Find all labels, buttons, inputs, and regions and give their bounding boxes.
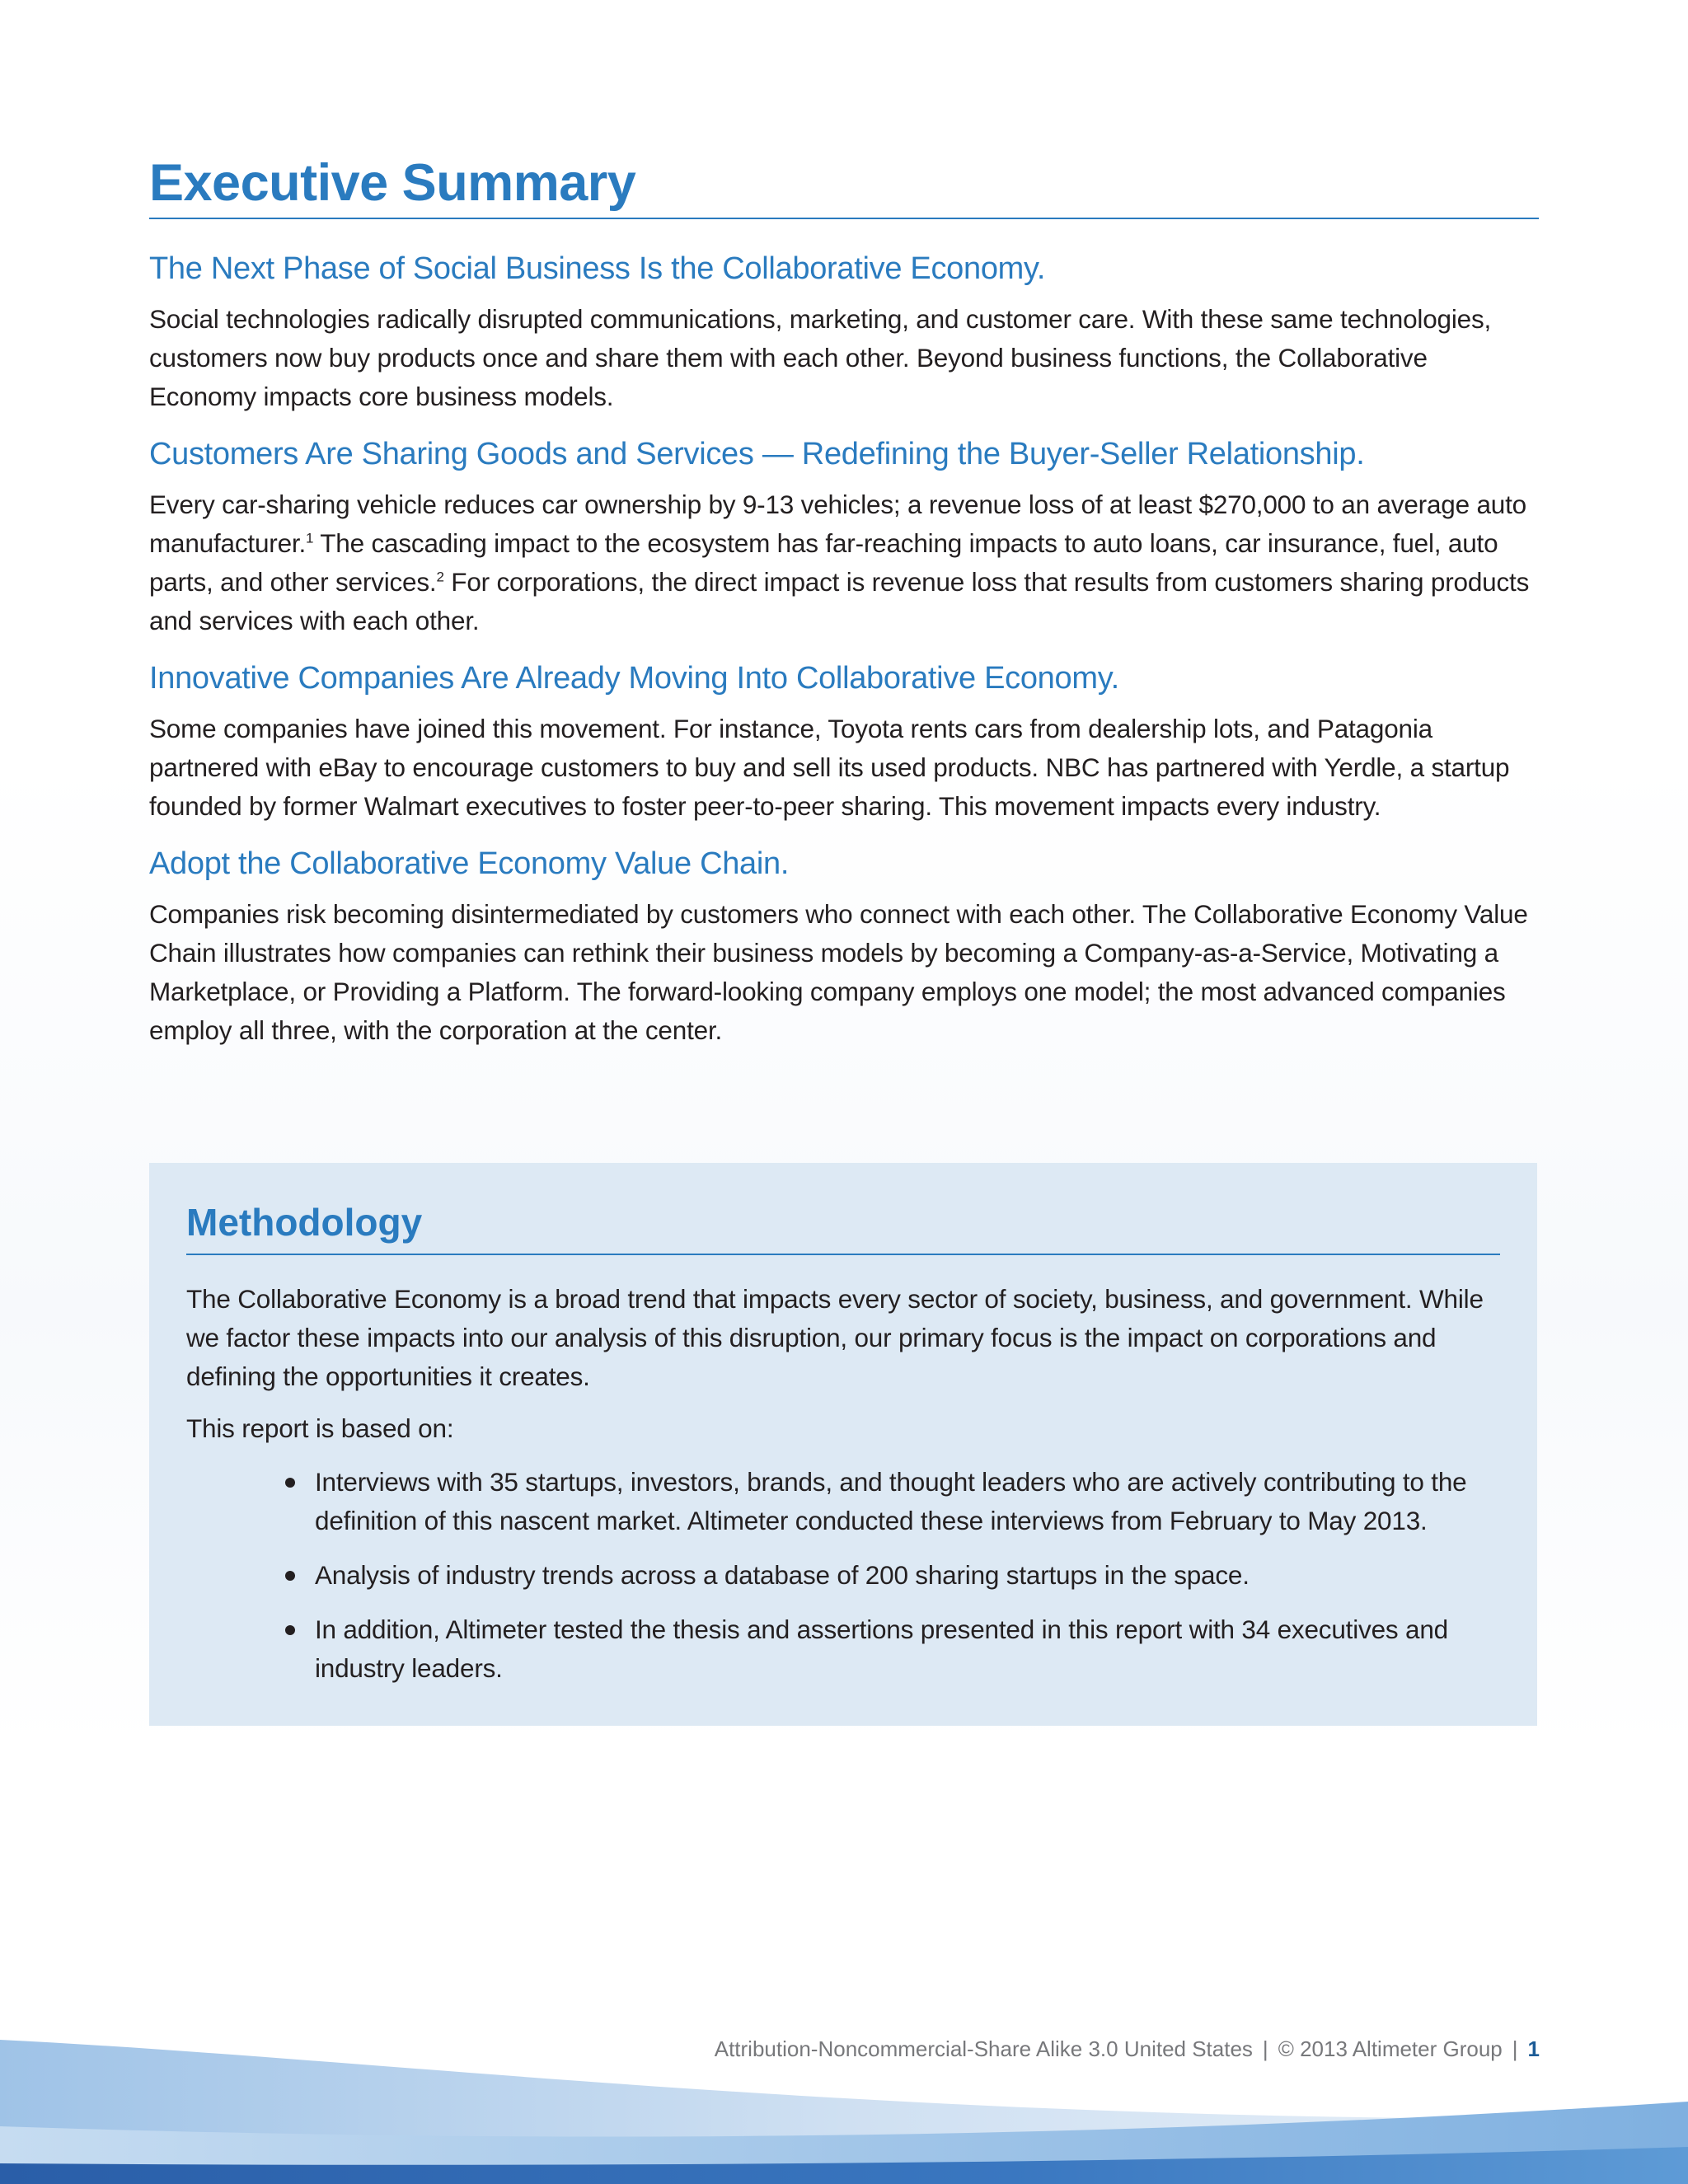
list-item xyxy=(285,1556,1500,1595)
copyright-text: © 2013 Altimeter Group xyxy=(1278,2036,1503,2061)
list-item-text: In addition, Altimeter tested the thesis and assertions presented in this report with 34 executives and industry leaders. xyxy=(315,1615,1448,1683)
body-text-part: The cascading impact to the ecosystem has far-reaching impacts to auto loans, car insurance, fuel, auto parts, and other services. xyxy=(149,528,1498,597)
methodology-bullet-list xyxy=(186,1463,1500,1688)
methodology-content xyxy=(186,1197,1500,1704)
methodology-paragraph: The Collaborative Economy is a broad trend that impacts every sector of society, business, and government. While we factor these impacts into our analysis of this disruption, our primary focus is the impact on corporations and defining the opportunities it creates. xyxy=(186,1284,1484,1391)
executive-summary xyxy=(149,148,1539,1050)
footnote-ref-2: 2 xyxy=(436,569,444,585)
list-item xyxy=(285,1463,1500,1540)
list-item-text: Analysis of industry trends across a database of 200 sharing startups in the space. xyxy=(315,1560,1250,1590)
section-heading-customers-sharing: Customers Are Sharing Goods and Services — Redefining the Buyer-Seller Relationship. xyxy=(149,437,1365,471)
license-text: Attribution-Noncommercial-Share Alike 3.0 United States xyxy=(714,2036,1253,2061)
page-footer xyxy=(715,2032,1540,2065)
section-heading-value-chain: Adopt the Collaborative Economy Value Chain. xyxy=(149,846,790,881)
page-title: Executive Summary xyxy=(149,154,636,212)
methodology-title: Methodology xyxy=(186,1201,423,1244)
footer-separator: | xyxy=(1512,2036,1518,2061)
footer-separator: | xyxy=(1262,2036,1268,2061)
section-heading-next-phase: The Next Phase of Social Business Is the Collaborative Economy. xyxy=(149,251,1046,286)
body-text-part: For corporations, the direct impact is revenue loss that results from customers sharing products and services with each other. xyxy=(149,567,1530,635)
bullet-icon xyxy=(285,1571,295,1581)
title-divider xyxy=(149,218,1539,219)
list-item xyxy=(285,1610,1500,1688)
section-body-next-phase: Social technologies radically disrupted communications, marketing, and customer care. With these same technologies, customers now buy products once and share them with each other. Beyond business functions, the Collaborative Economy impacts core business models. xyxy=(149,304,1492,411)
methodology-box xyxy=(149,1163,1537,1726)
bullet-icon xyxy=(285,1625,295,1635)
section-heading-innovative-companies: Innovative Companies Are Already Moving Into Collaborative Economy. xyxy=(149,661,1119,696)
section-body-value-chain: Companies risk becoming disintermediated by customers who connect with each other. The Collaborative Economy Value Chain illustrates how companies can rethink their business models by becoming a Company-as-a-Service, Motivating a Marketplace, or Providing a Platform. The forward-looking company employs one model; the most advanced companies employ all three, with the corporation at the center. xyxy=(149,899,1528,1045)
page-number: 1 xyxy=(1527,2036,1540,2061)
footnote-ref-1: 1 xyxy=(306,530,314,546)
body-text-part: Every car-sharing vehicle reduces car ownership by 9-13 vehicles; a revenue loss of at least $270,000 to an average auto manufacturer. xyxy=(149,490,1526,558)
methodology-basis: This report is based on: xyxy=(186,1413,454,1443)
section-body-innovative-companies: Some companies have joined this movement. For instance, Toyota rents cars from dealership lots, and Patagonia partnered with eBay to encourage customers to buy and sell its used products. NBC has partnered with Yerdle, a startup founded by former Walmart executives to foster peer-to-peer sharing. This movement impacts every industry. xyxy=(149,714,1510,821)
section-body-customers-sharing xyxy=(149,485,1539,640)
methodology-divider xyxy=(186,1254,1500,1255)
list-item-text: Interviews with 35 startups, investors, brands, and thought leaders who are actively contributing to the definition of this nascent market. Altimeter conducted these interviews from February to May 2013. xyxy=(315,1467,1467,1535)
bullet-icon xyxy=(285,1478,295,1488)
